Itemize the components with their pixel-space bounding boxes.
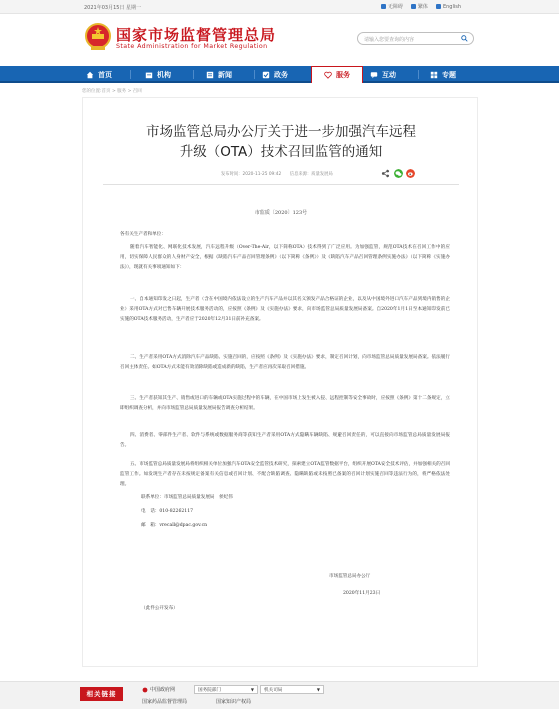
- chevron-down-icon: ▼: [250, 687, 254, 692]
- addressee: 各有关生产者和单位：: [120, 232, 166, 237]
- article-meta: 发布时间：2020-11-25 09:42 信息来源：质量发展局: [221, 172, 333, 177]
- nmpa-link[interactable]: 国家药品监督管理局: [142, 699, 188, 705]
- title-divider: [103, 184, 459, 185]
- top-links: [381, 3, 461, 10]
- contact-email[interactable]: 邮 箱：vrecall@dpac.gov.cn: [141, 523, 208, 528]
- top-utility-bar: [0, 0, 559, 14]
- nav-gov[interactable]: 政务: [262, 66, 288, 83]
- paragraph-3: 三、生产者获知其生产、销售或进口的车辆或OTA实施过程中的车辆，在中国市场上发生被入侵、远程控制等安全事故时，应按照《条例》第十二条规定，立即组织调查分析，并向市场监管总局质量发展局报告调查分析结果。: [120, 396, 450, 412]
- article-title-line2: 升级（OTA）技术召回监管的通知: [179, 144, 383, 160]
- nav-org[interactable]: 机构: [145, 66, 171, 83]
- issuer: 市场监管总局办公厅: [329, 574, 371, 579]
- site-title-english: State Administration for Market Regulation: [116, 43, 268, 50]
- article-title-line1: 市场监管总局办公厅关于进一步加强汽车远程: [146, 124, 416, 140]
- nav-topic[interactable]: 专题: [430, 66, 456, 83]
- chat-icon: [370, 71, 378, 79]
- search-input[interactable]: [357, 32, 474, 45]
- site-title[interactable]: 国家市场监督管理总局: [116, 26, 277, 44]
- traditional-chinese-link[interactable]: 繁体: [411, 3, 428, 10]
- gov-icon: [262, 71, 270, 79]
- share-icon[interactable]: [381, 169, 390, 178]
- contact-phone: 电 话：010-82262117: [141, 509, 194, 514]
- nav-news[interactable]: 新闻: [206, 66, 232, 83]
- contact-unit: 联系单位：市场监管总局质量发展局 侯纪伟: [141, 495, 233, 500]
- wechat-icon[interactable]: [394, 169, 403, 178]
- nav-interact[interactable]: 互动: [370, 66, 396, 83]
- gov-portal-icon: [142, 687, 148, 693]
- home-icon: [86, 71, 94, 79]
- footer-links: [0, 681, 559, 709]
- nav-divider: [130, 70, 131, 79]
- site-header: [0, 14, 559, 66]
- paragraph-2: 二、生产者采用OTA方式消除汽车产品缺陷、实施召回的，应按照《条例》及《实施办法》要求，制定召回计划，向市场监管总局质量发展局备案。依法履行召回主体责任。如OTA方式未能有效消除缺陷或造成新的缺陷，生产者应再次采取召回措施。: [120, 355, 450, 371]
- gov-portal-link[interactable]: 中国政府网: [142, 686, 175, 693]
- related-links-badge: 相关链接: [80, 687, 123, 701]
- nav-divider: [418, 70, 419, 79]
- english-icon: [436, 4, 441, 9]
- heart-icon: [324, 71, 332, 79]
- english-link[interactable]: English: [436, 3, 461, 10]
- cnipa-link[interactable]: 国家知识产权局: [216, 699, 252, 705]
- paragraph-1: 一、自本通知印发之日起，生产者（含在中国境内依法设立的生产汽车产品并以其名义颁发产品合格证的企业，以及从中国境外进口汽车产品到境内销售的企业）采用OTA方式对已售车辆开展技术服务活动的，应按照《条例》及《实施办法》要求，向市场监管总局质量发展局备案。自2020年1月1日至本通知印发前已实施的OTA技术服务活动，生产者应于2020年12月31日前补充备案。: [120, 297, 450, 323]
- national-emblem-icon: [84, 22, 112, 52]
- nav-service[interactable]: 服务: [311, 66, 363, 83]
- weibo-icon[interactable]: [406, 169, 415, 178]
- accessibility-link[interactable]: 无障碍: [381, 3, 403, 10]
- nav-divider: [254, 70, 255, 79]
- issue-date: 2020年11月23日: [343, 591, 381, 596]
- paragraph-intro: 随着汽车智能化、网联化技术发展，汽车远程升级（Over-The-Air，以下简称OTA）技术得到了广泛应用。为加强监管，规范OTA技术在召回工作中的应用，切实保障人民群众的人身财产安全，根据《缺陷汽车产品召回管理条例》（以下简称《条例》）及《缺陷汽车产品召回管理条例实施办法》（以下简称《实施办法》），现就有关事项通知如下：: [120, 245, 450, 271]
- nav-divider: [193, 70, 194, 79]
- breadcrumb[interactable]: 您的位置:首页 > 服务 > 召回: [82, 89, 142, 94]
- paragraph-4: 四、消费者、零部件生产者、软件与系统或数据服务商等获知生产者采用OTA方式隐瞒车辆缺陷、规避召回责任的，可以直接向市场监管总局质量发展局报告。: [120, 433, 450, 449]
- traditional-icon: [411, 4, 416, 9]
- nav-home[interactable]: 首页: [86, 66, 112, 83]
- search-placeholder: 请输入您要查询的内容: [364, 37, 415, 43]
- org-icon: [145, 71, 153, 79]
- accessibility-icon: [381, 4, 386, 9]
- state-council-select[interactable]: 国务院部门 ▼: [194, 685, 258, 694]
- search-icon[interactable]: [461, 35, 468, 42]
- chevron-down-icon: ▼: [316, 687, 320, 692]
- article-card: [82, 97, 478, 667]
- publicity-note: （此件公开发布）: [141, 606, 178, 611]
- document-number: 市监质〔2020〕123号: [254, 210, 308, 216]
- bureau-select[interactable]: 机关司局 ▼: [260, 685, 324, 694]
- paragraph-5: 五、市场监管总局质量发展局将组织相关单位加强汽车OTA安全监管技术研究，探索建立OTA监管数据平台，组织开展OTA安全技术评估，并加强相关的召回监管工作。如发现生产者存在未按规定备案有关信息或召回计划、不配合缺陷调查、隐瞒缺陷或未按照已备案的召回计划实施召回等违法行为的，将严格依法处理。: [120, 462, 450, 488]
- news-icon: [206, 71, 214, 79]
- current-date: 2021年03月15日 星期一: [84, 5, 142, 11]
- topic-icon: [430, 71, 438, 79]
- main-nav: [0, 66, 559, 83]
